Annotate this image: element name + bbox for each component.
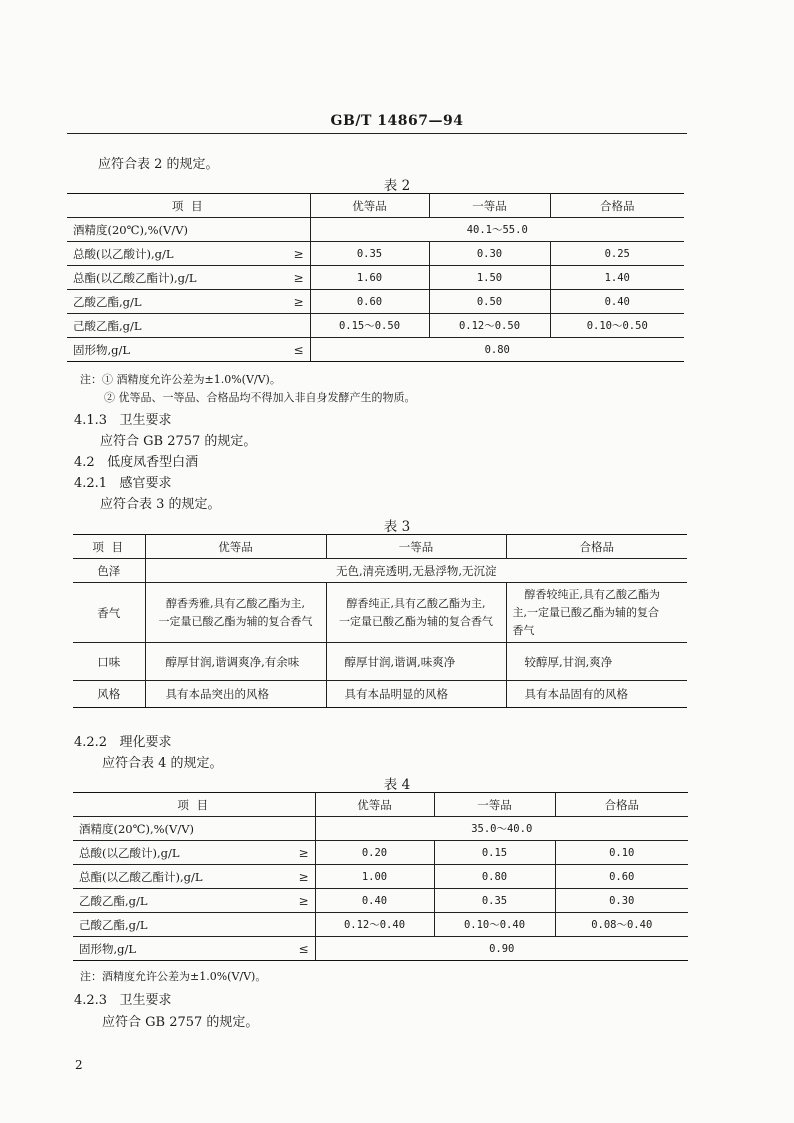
section-4-2-2-text: 应符合表 4 的规定。 <box>102 756 223 771</box>
table3-aroma-premium <box>145 583 326 643</box>
table3-item-aroma: 香气 <box>73 583 145 643</box>
table4-item: 己酸乙酯,g/L <box>73 913 285 937</box>
table3-aroma-premium-line: 醇香秀雅,具有乙酸乙酯为主, <box>166 596 305 610</box>
table2-header-first: 一等品 <box>429 194 550 218</box>
table3-taste-qualified: 较醇厚,甘润,爽净 <box>506 643 687 681</box>
table4-note: 注：酒精度允许公差为±1.0%(V/V)。 <box>80 970 267 983</box>
table2-symbol <box>280 218 310 242</box>
section-4-2-1-heading <box>74 472 172 491</box>
table4-header-first: 一等品 <box>434 793 555 817</box>
table4-symbol: ≥ <box>285 889 315 913</box>
section-4-2-3-text: 应符合 GB 2757 的规定。 <box>102 1015 259 1030</box>
table2-header-qualified: 合格品 <box>550 194 684 218</box>
table4-value: 0.60 <box>555 865 688 889</box>
table4-value: 0.12～0.40 <box>315 913 434 937</box>
table2-symbol: ≥ <box>280 242 310 266</box>
table3-aroma-first-line: 一定量已酸乙酯为辅的复合香气 <box>339 614 493 628</box>
table4-item: 总酸(以乙酸计),g/L <box>73 841 285 865</box>
table4-header-premium: 优等品 <box>315 793 434 817</box>
section-4-1-3-heading <box>74 409 172 428</box>
table4-item: 乙酸乙酯,g/L <box>73 889 285 913</box>
section-4-2-1-text: 应符合表 3 的规定。 <box>100 497 221 512</box>
table4-value: 0.80 <box>434 865 555 889</box>
table2-item: 总酸(以乙酸计),g/L <box>67 242 280 266</box>
table4-item: 总酯(以乙酸乙酯计),g/L <box>73 865 285 889</box>
table4-symbol: ≥ <box>285 865 315 889</box>
table2-value: 0.35 <box>310 242 429 266</box>
table2-value-span: 0.80 <box>310 338 684 362</box>
table4-value: 0.08～0.40 <box>555 913 688 937</box>
table3-aroma-qualified-line: 主,一定量已酸乙酯为辅的复合 <box>512 605 659 619</box>
table3-item-taste: 口味 <box>73 643 145 681</box>
table3-taste-first: 醇厚甘润,谐调,味爽净 <box>326 643 506 681</box>
table2-value: 0.40 <box>550 290 684 314</box>
section-number: 4.2.2 <box>74 735 108 750</box>
table3-aroma-qualified-line: 醇香较纯正,具有乙酸乙酯为 <box>524 587 660 601</box>
table4-value: 1.00 <box>315 865 434 889</box>
table3-aroma-qualified <box>506 583 687 643</box>
table-3 <box>73 534 687 708</box>
table2-note-2: ② 优等品、一等品、合格品均不得加入非自身发酵产生的物质。 <box>104 391 416 404</box>
table3-header-first: 一等品 <box>326 535 506 559</box>
table2-symbol: ≥ <box>280 290 310 314</box>
table3-aroma-first-line: 醇香纯正,具有乙酸乙酯为主, <box>346 596 486 610</box>
section-number: 4.1.3 <box>74 413 108 428</box>
table3-header-item: 项 目 <box>73 535 145 559</box>
table4-symbol: ≥ <box>285 841 315 865</box>
table2-caption: 表 2 <box>383 178 411 194</box>
table4-item: 酒精度(20℃),%(V/V) <box>73 817 285 841</box>
table3-header-premium: 优等品 <box>145 535 326 559</box>
table4-value: 0.20 <box>315 841 434 865</box>
table4-caption: 表 4 <box>383 777 411 793</box>
table4-value-span: 35.0～40.0 <box>315 817 688 841</box>
page-number: 2 <box>75 1058 83 1072</box>
table3-header-qualified: 合格品 <box>506 535 687 559</box>
table4-value-span: 0.90 <box>315 937 688 961</box>
table2-value: 1.40 <box>550 266 684 290</box>
table4-symbol <box>285 817 315 841</box>
table2-item: 酒精度(20℃),%(V/V) <box>67 218 280 242</box>
table4-value: 0.10～0.40 <box>434 913 555 937</box>
table2-symbol: ≥ <box>280 266 310 290</box>
table2-note-1: 注：① 酒精度允许公差为±1.0%(V/V)。 <box>80 373 281 386</box>
table2-value: 0.60 <box>310 290 429 314</box>
section-4-2-heading <box>74 451 198 470</box>
section-number: 4.2.3 <box>74 993 108 1008</box>
section-title: 低度凤香型白酒 <box>107 455 199 470</box>
table2-value: 0.25 <box>550 242 684 266</box>
section-title: 卫生要求 <box>119 413 172 428</box>
table4-header-qualified: 合格品 <box>555 793 688 817</box>
table2-value-span: 40.1～55.0 <box>310 218 684 242</box>
table4-header-item: 项 目 <box>73 793 315 817</box>
table-2 <box>67 193 684 362</box>
table2-header-premium: 优等品 <box>310 194 429 218</box>
table2-symbol: ≤ <box>280 338 310 362</box>
table2-value: 0.30 <box>429 242 550 266</box>
header-rule <box>67 133 687 134</box>
section-number: 4.2.1 <box>74 476 108 491</box>
table3-aroma-qualified-line: 香气 <box>512 623 535 637</box>
table3-caption: 表 3 <box>383 519 411 535</box>
table3-style-premium: 具有本品突出的风格 <box>145 681 326 708</box>
table2-item: 总酯(以乙酸乙酯计),g/L <box>67 266 280 290</box>
table2-value: 0.50 <box>429 290 550 314</box>
table2-value: 0.15～0.50 <box>310 314 429 338</box>
table4-item: 固形物,g/L <box>73 937 285 961</box>
table2-intro: 应符合表 2 的规定。 <box>98 157 219 172</box>
section-4-2-2-heading <box>74 731 172 750</box>
table4-value: 0.10 <box>555 841 688 865</box>
table2-item: 己酸乙酯,g/L <box>67 314 280 338</box>
table2-value: 1.50 <box>429 266 550 290</box>
table2-header-item: 项 目 <box>67 194 310 218</box>
table4-symbol: ≤ <box>285 937 315 961</box>
table-4 <box>73 792 688 961</box>
section-number: 4.2 <box>74 455 95 470</box>
table3-taste-premium: 醇厚甘润,谐调爽净,有余味 <box>145 643 326 681</box>
table4-value: 0.40 <box>315 889 434 913</box>
table4-value: 0.30 <box>555 889 688 913</box>
table2-value: 0.10～0.50 <box>550 314 684 338</box>
table4-value: 0.15 <box>434 841 555 865</box>
table3-color-value: 无色,清亮透明,无悬浮物,无沉淀 <box>145 559 687 583</box>
table2-symbol <box>280 314 310 338</box>
table4-value: 0.35 <box>434 889 555 913</box>
table3-item-style: 风格 <box>73 681 145 708</box>
document-code-header: GB/T 14867—94 <box>330 113 464 129</box>
table3-style-qualified: 具有本品固有的风格 <box>506 681 687 708</box>
section-title: 感官要求 <box>119 476 172 491</box>
table3-item-color: 色泽 <box>73 559 145 583</box>
table2-value: 1.60 <box>310 266 429 290</box>
section-4-1-3-text: 应符合 GB 2757 的规定。 <box>100 434 257 449</box>
table3-style-first: 具有本品明显的风格 <box>326 681 506 708</box>
section-4-2-3-heading <box>74 989 172 1008</box>
table2-value: 0.12～0.50 <box>429 314 550 338</box>
table2-item: 乙酸乙酯,g/L <box>67 290 280 314</box>
table3-aroma-premium-line: 一定量已酸乙酯为辅的复合香气 <box>158 614 313 628</box>
table3-aroma-first <box>326 583 506 643</box>
section-title: 理化要求 <box>119 735 172 750</box>
table4-symbol <box>285 913 315 937</box>
section-title: 卫生要求 <box>119 993 172 1008</box>
table2-item: 固形物,g/L <box>67 338 280 362</box>
